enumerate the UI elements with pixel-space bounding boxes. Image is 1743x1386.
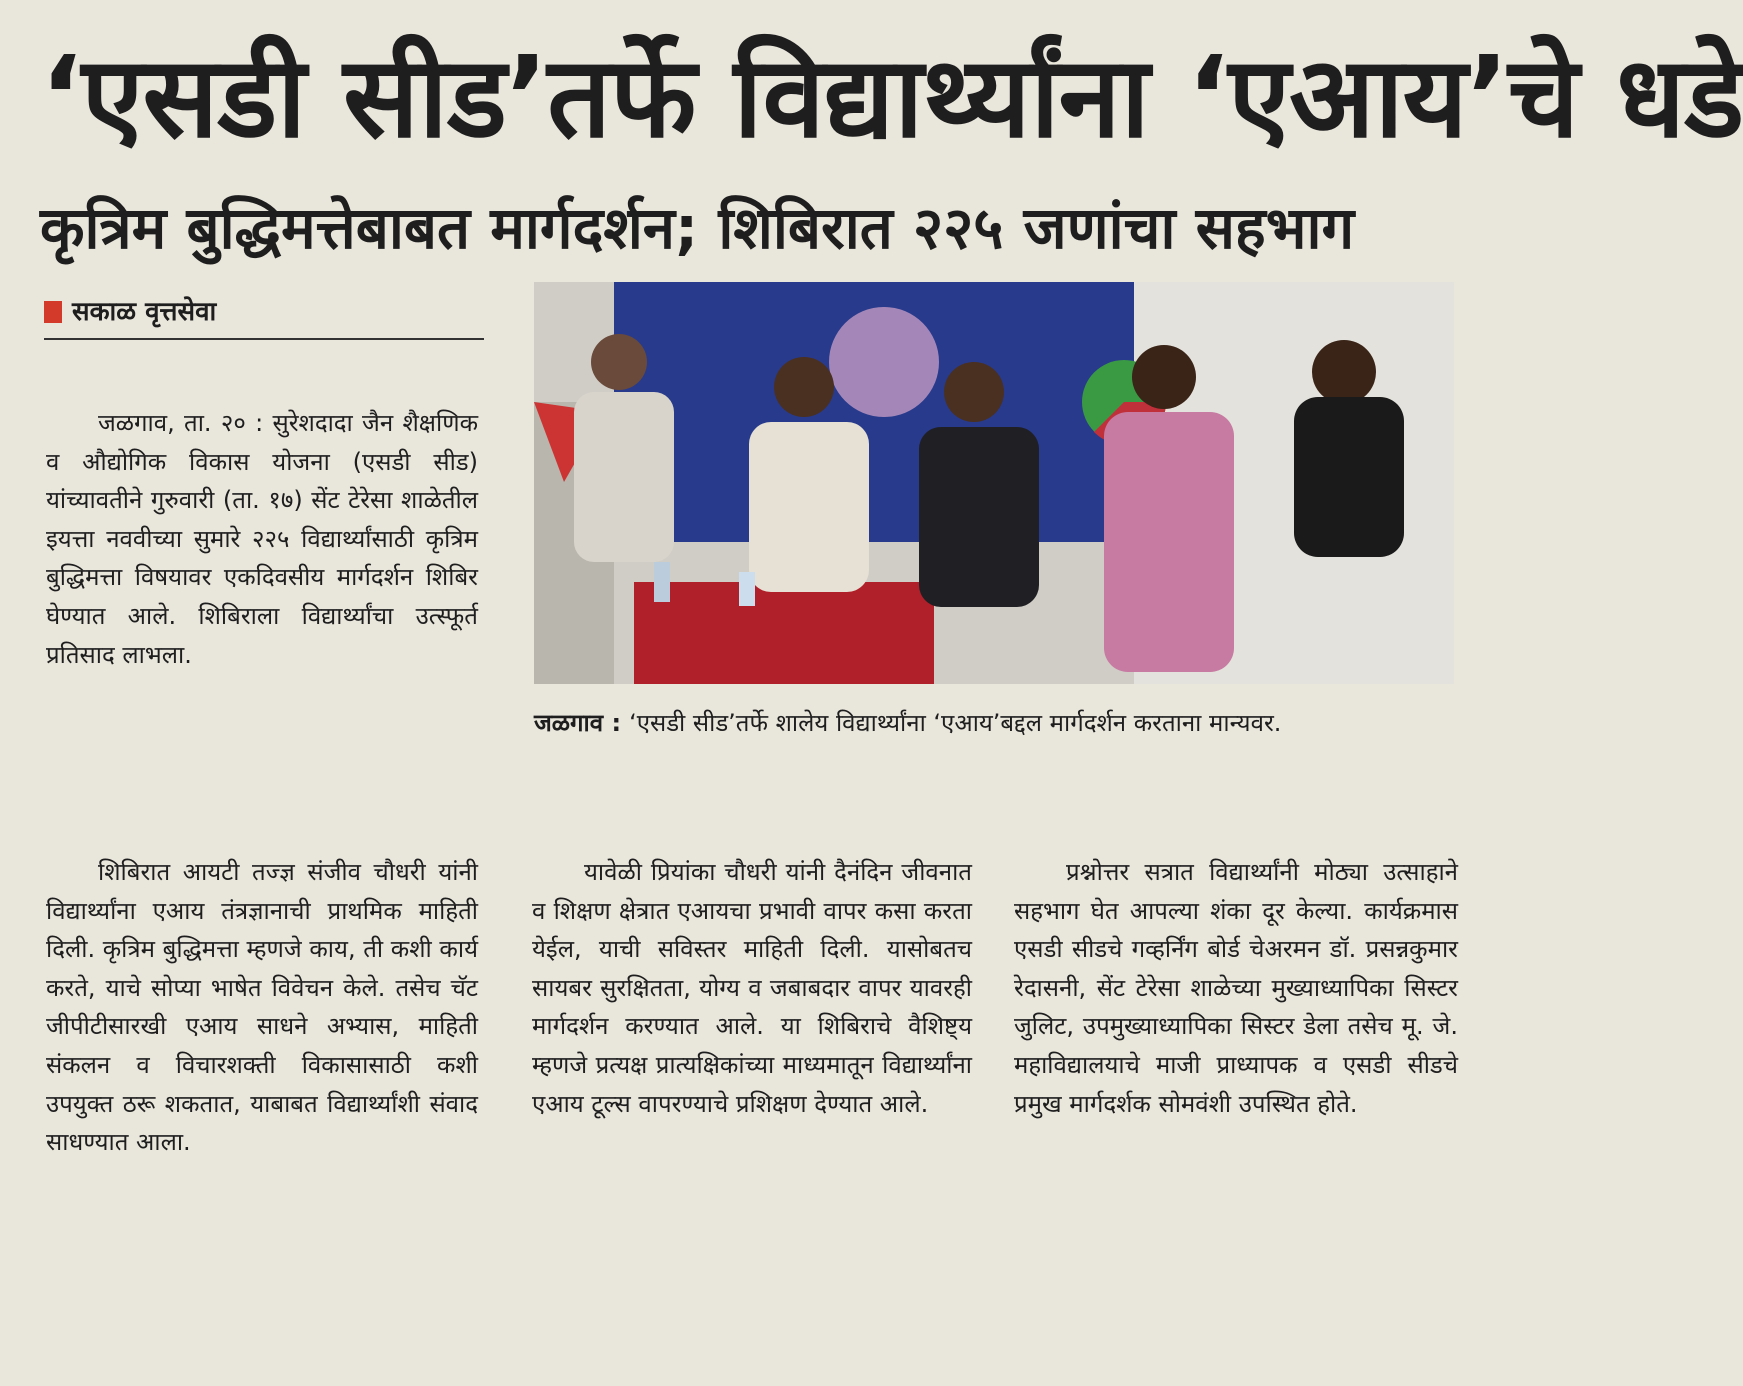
article-column-1-bottom (46, 853, 478, 1343)
photo-caption (534, 705, 1414, 741)
photo-illustration (534, 282, 1454, 684)
caption-place: जळगाव : (534, 709, 622, 737)
article-column-2 (532, 853, 972, 1343)
byline (44, 292, 216, 332)
byline-marker-icon (44, 301, 62, 323)
paragraph-3: यावेळी प्रियांका चौधरी यांनी दैनंदिन जीवनात व शिक्षण क्षेत्रात एआयचा प्रभावी वापर कसा करता येईल, याची सविस्तर माहिती दिली. यासोबतच सायबर सुरक्षितता, योग्य व जबाबदार वापर यावरही मार्गदर्शन करण्यात आले. या शिबिराचे वैशिष्ट्य म्हणजे प्रत्यक्ष प्रात्यक्षिकांच्या माध्यमातून विद्यार्थ्यांना एआय टूल्स वापरण्याचे प्रशिक्षण देण्यात आले. (532, 858, 972, 1118)
paragraph-1: जळगाव, ता. २० : सुरेशदादा जैन शैक्षणिक व औद्योगिक विकास योजना (एसडी सीड) यांच्यावतीने गुरुवारी (ता. १७) सेंट टेरेसा शाळेतील इयत्ता नववीच्या सुमारे २२५ विद्यार्थ्यांसाठी कृत्रिम बुद्धिमत्ता विषयावर एकदिवसीय मार्गदर्शन शिबिर घेण्यात आले. शिबिराला विद्यार्थ्यांचा उत्स्फूर्त प्रतिसाद लाभला. (46, 409, 478, 669)
caption-text: ‘एसडी सीड’तर्फे शालेय विद्यार्थ्यांना ‘एआय’बद्दल मार्गदर्शन करताना मान्यवर. (629, 709, 1282, 737)
headline: ‘एसडी सीड’तर्फे विद्यार्थ्यांना ‘एआय’चे धडे (40, 33, 1743, 163)
subheadline: कृत्रिम बुद्धिमत्तेबाबत मार्गदर्शन; शिबिरात २२५ जणांचा सहभाग (40, 194, 1355, 262)
paragraph-4: प्रश्नोत्तर सत्रात विद्यार्थ्यांनी मोठ्या उत्साहाने सहभाग घेत आपल्या शंका दूर केल्या. कार्यक्रमास एसडी सीडचे गव्हर्निंग बोर्ड चेअरमन डॉ. प्रसन्नकुमार रेदासनी, सेंट टेरेसा शाळेच्या मुख्याध्यापिका सिस्टर जुलिट, उपमुख्याध्यापिका सिस्टर डेला तसेच मू. जे. महाविद्यालयाचे माजी प्राध्यापक व एसडी सीडचे प्रमुख मार्गदर्शक सोमवंशी उपस्थित होते. (1014, 858, 1458, 1118)
byline-text: सकाळ वृत्तसेवा (72, 297, 217, 327)
paragraph-2: शिबिरात आयटी तज्ज्ञ संजीव चौधरी यांनी विद्यार्थ्यांना एआय तंत्रज्ञानाची प्राथमिक माहिती दिली. कृत्रिम बुद्धिमत्ता म्हणजे काय, ती कशी कार्य करते, याचे सोप्या भाषेत विवेचन केले. तसेच चॅट जीपीटीसारखी एआय साधने अभ्यास, माहिती संकलन व विचारशक्ती विकासासाठी कशी उपयुक्त ठरू शकतात, याबाबत विद्यार्थ्यांशी संवाद साधण्यात आला. (46, 858, 478, 1157)
article-column-1-top (46, 404, 478, 834)
news-photo (534, 282, 1454, 684)
article-column-3 (1014, 853, 1458, 1343)
byline-rule (44, 338, 484, 340)
